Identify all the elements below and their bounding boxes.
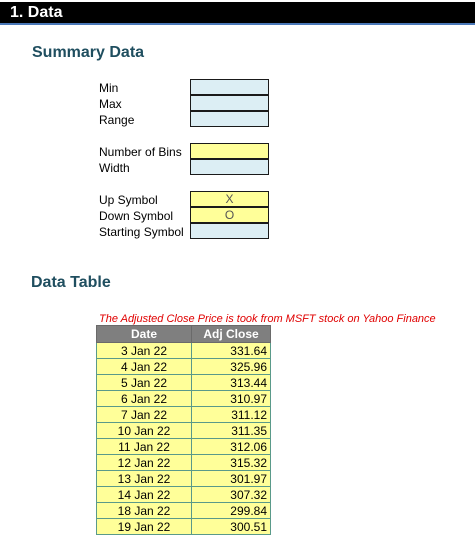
table-row — [97, 519, 271, 535]
table-row — [97, 375, 271, 391]
adj-close-cell[interactable]: 313.44 — [192, 375, 271, 391]
adj-close-cell[interactable]: 315.32 — [192, 455, 271, 471]
width-label: Width — [99, 161, 130, 175]
adj-close-cell[interactable]: 299.84 — [192, 503, 271, 519]
up-symbol-label: Up Symbol — [99, 193, 158, 207]
table-row — [97, 359, 271, 375]
table-row — [97, 343, 271, 359]
table-header-row — [97, 326, 271, 343]
bins-cell[interactable] — [190, 143, 269, 159]
min-label: Min — [99, 81, 119, 95]
date-cell[interactable]: 6 Jan 22 — [97, 391, 192, 407]
max-cell[interactable] — [190, 95, 269, 111]
adj-close-cell[interactable]: 331.64 — [192, 343, 271, 359]
adj-close-column-header[interactable]: Adj Close — [192, 326, 271, 343]
width-cell[interactable] — [190, 159, 269, 175]
table-row — [97, 439, 271, 455]
adj-close-cell[interactable]: 311.35 — [192, 423, 271, 439]
date-cell[interactable]: 3 Jan 22 — [97, 343, 192, 359]
date-cell[interactable]: 18 Jan 22 — [97, 503, 192, 519]
data-table-title: Data Table — [31, 274, 111, 291]
adj-close-cell[interactable]: 312.06 — [192, 439, 271, 455]
date-cell[interactable]: 12 Jan 22 — [97, 455, 192, 471]
range-label: Range — [99, 113, 135, 127]
starting-symbol-label: Starting Symbol — [99, 225, 184, 239]
summary-title: Summary Data — [32, 44, 145, 61]
date-cell[interactable]: 4 Jan 22 — [97, 359, 192, 375]
adj-close-cell[interactable]: 301.97 — [192, 471, 271, 487]
range-cell[interactable] — [190, 111, 269, 127]
date-cell[interactable]: 10 Jan 22 — [97, 423, 192, 439]
date-cell[interactable]: 19 Jan 22 — [97, 519, 192, 535]
date-cell[interactable]: 7 Jan 22 — [97, 407, 192, 423]
price-table — [96, 325, 271, 535]
down-symbol-label: Down Symbol — [99, 209, 174, 223]
date-cell[interactable]: 11 Jan 22 — [97, 439, 192, 455]
max-label: Max — [99, 97, 122, 111]
table-row — [97, 455, 271, 471]
starting-symbol-cell[interactable] — [190, 223, 269, 239]
adj-close-cell[interactable]: 325.96 — [192, 359, 271, 375]
bins-label: Number of Bins — [99, 145, 182, 159]
section-header — [0, 2, 475, 25]
min-cell[interactable] — [190, 79, 269, 95]
date-cell[interactable]: 5 Jan 22 — [97, 375, 192, 391]
table-row — [97, 503, 271, 519]
table-row — [97, 407, 271, 423]
table-row — [97, 487, 271, 503]
adj-close-cell[interactable]: 311.12 — [192, 407, 271, 423]
adj-close-cell[interactable]: 300.51 — [192, 519, 271, 535]
date-column-header[interactable]: Date — [97, 326, 192, 343]
table-row — [97, 471, 271, 487]
source-note: The Adjusted Close Price is took from MSFT stock on Yahoo Finance — [99, 313, 436, 325]
adj-close-cell[interactable]: 310.97 — [192, 391, 271, 407]
down-symbol-cell[interactable]: O — [190, 207, 269, 223]
table-row — [97, 391, 271, 407]
date-cell[interactable]: 13 Jan 22 — [97, 471, 192, 487]
table-row — [97, 423, 271, 439]
adj-close-cell[interactable]: 307.32 — [192, 487, 271, 503]
date-cell[interactable]: 14 Jan 22 — [97, 487, 192, 503]
up-symbol-cell[interactable]: X — [190, 191, 269, 207]
section-header-title: 1. Data — [10, 4, 63, 21]
